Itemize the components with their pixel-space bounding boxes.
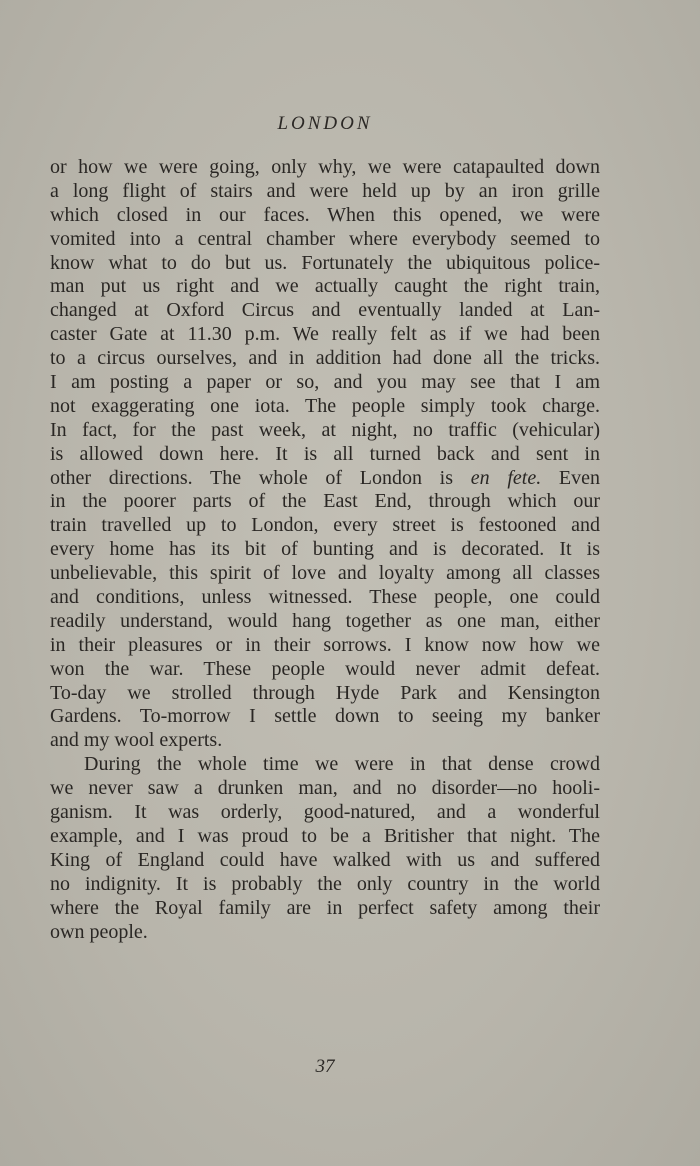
text-line: vomited into a central chamber where everybody seemed to [50, 227, 600, 250]
text-line: To-day we strolled through Hyde Park and Kensington [50, 681, 600, 704]
text-line: every home has its bit of bunting and is decorated. It is [50, 538, 600, 561]
text-line: ganism. It was orderly, good-natured, and a wonderful [50, 801, 600, 824]
text-line: I am posting a paper or so, and you may see that I am [50, 371, 600, 394]
running-head: LONDON [277, 113, 373, 134]
text-line: Gardens. To-morrow I settle down to seeing my banker [50, 705, 600, 728]
text-line: not exaggerating one iota. The people simply took charge. [50, 394, 600, 417]
text-line: own people. [50, 920, 148, 943]
text-line: is allowed down here. It is all turned back and sent in [50, 442, 600, 465]
text-segment: Even [558, 466, 601, 489]
text-line: we never saw a drunken man, and no disorder—no hooli- [50, 777, 600, 800]
page-number: 37 [315, 1056, 335, 1077]
text-line: won the war. These people would never admit defeat. [50, 657, 600, 680]
paragraph-start-line: During the whole time we were in that dense crowd [84, 753, 600, 776]
text-line: a long flight of stairs and were held up by an iron grille [50, 179, 600, 202]
text-line: example, and I was proud to be a Britisher that night. The [50, 824, 600, 847]
text-line: changed at Oxford Circus and eventually landed at Lan- [50, 299, 600, 322]
text-line: train travelled up to London, every street is festooned and [50, 514, 600, 537]
italic-phrase: en fete. [470, 466, 542, 489]
text-line: and conditions, unless witnessed. These people, one could [50, 586, 600, 609]
text-line: man put us right and we actually caught the right train, [50, 275, 600, 298]
text-line: no indignity. It is probably the only country in the world [50, 872, 600, 895]
body-text [50, 156, 600, 944]
text-line: which closed in our faces. When this opened, we were [50, 203, 600, 226]
text-line: where the Royal family are in perfect safety among their [50, 896, 600, 919]
text-line: in the poorer parts of the East End, through which our [50, 490, 600, 513]
text-line: caster Gate at 11.30 p.m. We really felt as if we had been [50, 323, 600, 346]
text-line: know what to do but us. Fortunately the ubiquitous police- [50, 251, 600, 274]
text-line: in their pleasures or in their sorrows. I know now how we [50, 633, 600, 656]
text-line: to a circus ourselves, and in addition had done all the tricks. [50, 347, 600, 370]
text-line: readily understand, would hang together as one man, either [50, 609, 600, 632]
text-line: or how we were going, only why, we were catapaulted down [50, 156, 600, 178]
text-line: In fact, for the past week, at night, no traffic (vehicular) [50, 418, 600, 441]
text-line: and my wool experts. [50, 729, 223, 752]
text-line: unbelievable, this spirit of love and loyalty among all classes [50, 562, 600, 585]
text-line: King of England could have walked with us and suffered [50, 848, 600, 871]
text-segment: other directions. The whole of London is [50, 466, 454, 489]
text-line-with-italic [50, 467, 600, 491]
